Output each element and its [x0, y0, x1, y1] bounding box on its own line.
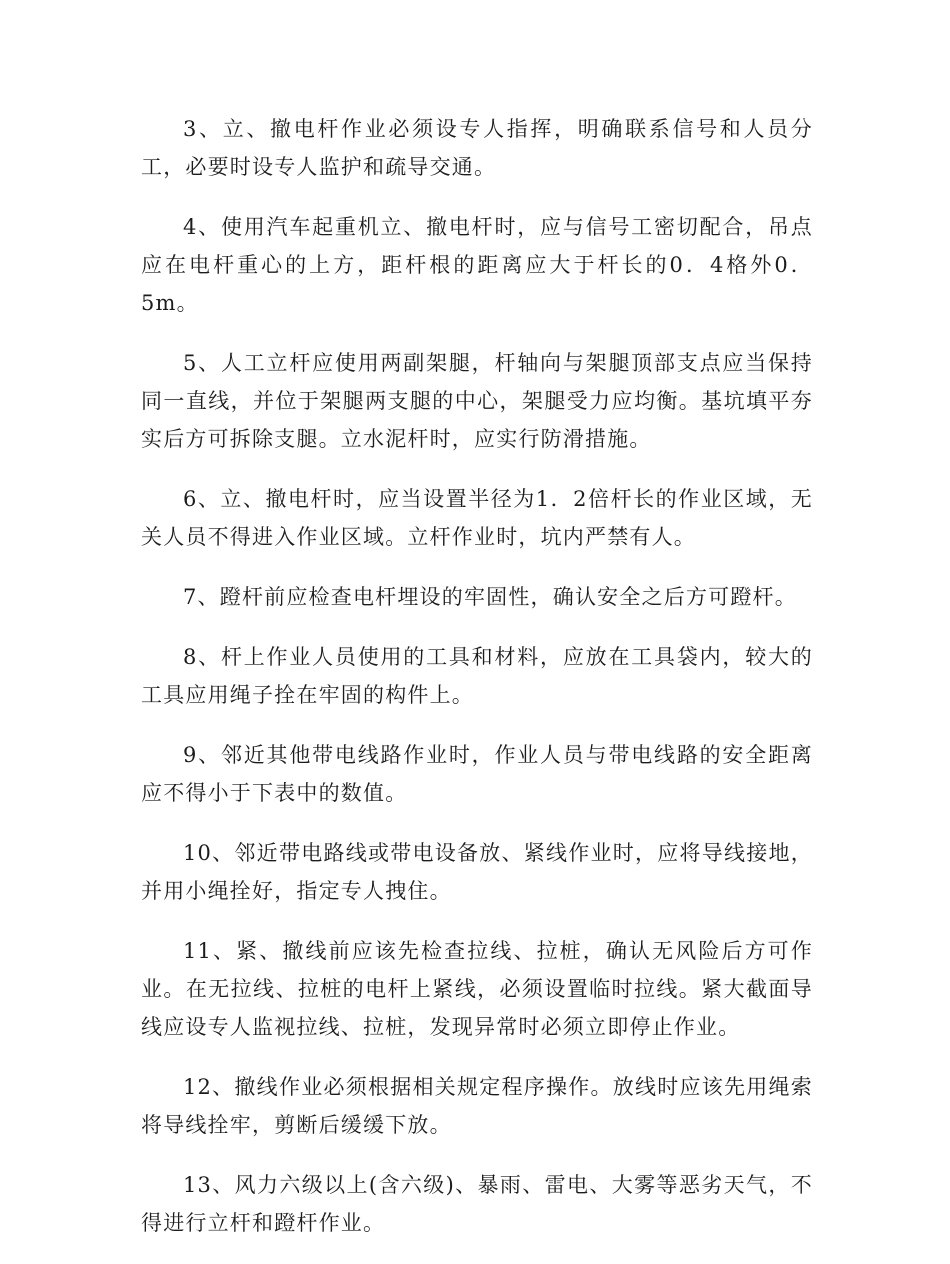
document-body [141, 110, 813, 1264]
paragraph-item-12: 12、撤线作业必须根据相关规定程序操作。放线时应该先用绳索将导线拴牢，剪断后缓缓下放。 [141, 1075, 813, 1137]
paragraph-item-5: 5、人工立杆应使用两副架腿，杆轴向与架腿顶部支点应当保持同一直线，并位于架腿两支腿的中心，架腿受力应均衡。基坑填平夯实后方可拆除支腿。立水泥杆时，应实行防滑措施。 [141, 351, 813, 451]
paragraph-item-13: 13、风力六级以上(含六级)、暴雨、雷电、大雾等恶劣天气，不得进行立杆和蹬杆作业。 [141, 1173, 813, 1235]
paragraph-item-11: 11、紧、撤线前应该先检查拉线、拉桩，确认无风险后方可作业。在无拉线、拉桩的电杆上紧线，必须设置临时拉线。紧大截面导线应设专人监视拉线、拉桩，发现异常时必须立即停止作业。 [141, 939, 813, 1039]
paragraph-item-4: 4、使用汽车起重机立、撤电杆时，应与信号工密切配合，吊点应在电杆重心的上方，距杆根的距离应大于杆长的0．4格外0．5m。 [141, 215, 813, 315]
paragraph-item-10: 10、邻近带电路线或带电设备放、紧线作业时，应将导线接地，并用小绳拴好，指定专人拽住。 [141, 841, 813, 903]
paragraph-item-6: 6、立、撤电杆时，应当设置半径为1．2倍杆长的作业区域，无关人员不得进入作业区域。立杆作业时，坑内严禁有人。 [141, 487, 813, 549]
paragraph-item-8: 8、杆上作业人员使用的工具和材料，应放在工具袋内，较大的工具应用绳子拴在牢固的构件上。 [141, 645, 813, 707]
paragraph-item-3: 3、立、撤电杆作业必须设专人指挥，明确联系信号和人员分工，必要时设专人监护和疏导交通。 [141, 117, 813, 179]
paragraph-item-9: 9、邻近其他带电线路作业时，作业人员与带电线路的安全距离应不得小于下表中的数值。 [141, 743, 813, 805]
paragraph-item-7: 7、蹬杆前应检查电杆埋设的牢固性，确认安全之后方可蹬杆。 [183, 585, 797, 609]
